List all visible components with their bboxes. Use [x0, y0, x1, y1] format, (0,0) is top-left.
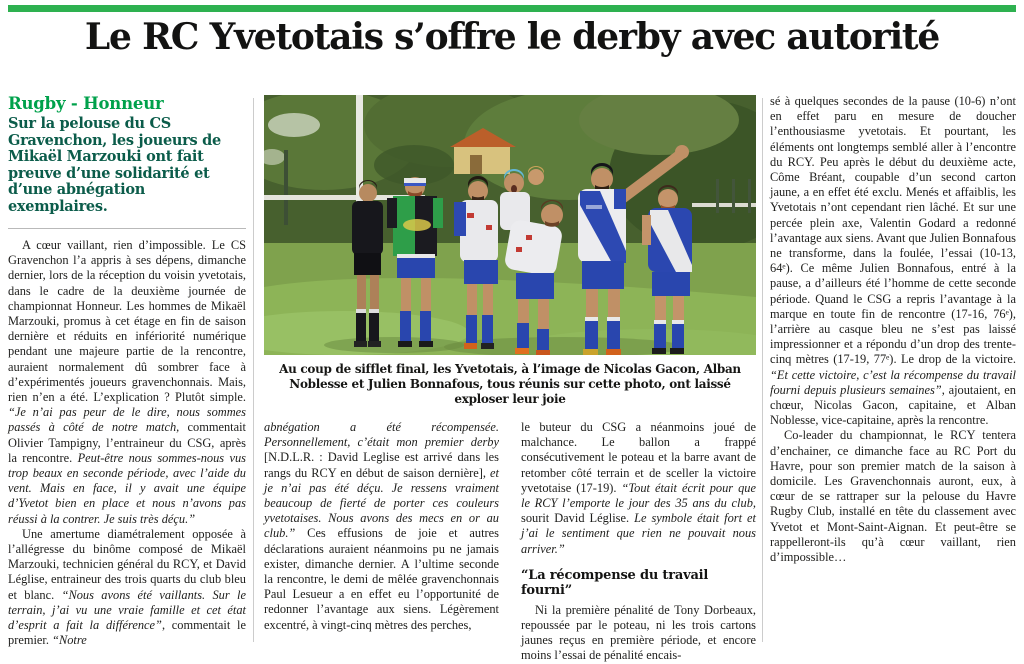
- text-segment: , ajoutaient, en chœur, Nicolas Gacon, capitaine, et Alban Noblesse, vice-capitaine, après la rencontre.: [770, 382, 1016, 428]
- text-segment: Le symbole était fort et j’ai le sentiment que rien ne pouvait nous arriver.”: [521, 511, 756, 556]
- text-segment: commentait Olivier Tampigny, l’entraineur du CSG, après la rencontre.: [8, 420, 246, 465]
- kicker: Rugby - Honneur: [8, 94, 164, 113]
- text-segment: le buteur du CSG a néanmoins joué de malchance. Le ballon a frappé consécutivement le poteau et la barre avant de retomber côté terrain et de sceller la victoire yvetotaise (17-19).: [521, 420, 756, 495]
- text-segment: “Nous avons été vaillants. Sur le terrain, j’ai vu une vraie famille et cet état d’esprit a fait la différence”: [8, 587, 246, 633]
- paragraph: [770, 94, 1016, 428]
- paragraph: [264, 420, 499, 633]
- text-segment: [N.D.L.R. : David Leglise est arrivé dans les rangs du RCY en début de saison dernière],: [264, 450, 499, 480]
- text-segment: Peut-être nous sommes-nous vus trop beaux en seconde période, avec l’aide du vent. Mais en face, il y avait une équipe d’Yvetot bien en place et nous n’avons pas réussi à la contrer. Je suis très déçu.”: [8, 450, 247, 526]
- standfirst: Sur la pelouse du CS Gravenchon, les joueurs de Mikaël Marzouki ont fait preuve d’une solidarité et d’une abnégation exemplaires.: [8, 115, 221, 215]
- text-segment: Une amertume diamétralement opposée à l’allégresse du binôme composé de Mikaël Marzouki, technicien général du RCY, et David Léglise, entraineur des trois quarts du club bleu et blanc.: [8, 526, 246, 602]
- text-segment: A cœur vaillant, rien d’impossible. Le CS Gravenchon l’a appris à ses dépens, dimanche dernier, lors de la réception du voisin yvetotais, dans le cadre de la deuxième journée de championnat Honneur. Les hommes de Mikaël Marzouki, promus à cet étage en fin de saison dernière et réduits en infériorité numérique pendant une majeure partie de la rencontre, auraient normalement dû sombrer face à d’expérimentés joueurs gravenchonnais. Mais, rien n’en a été. L’explication ? Plutôt simple.: [8, 238, 246, 405]
- text-segment: “Tout était écrit pour que le RCY l’emporte le jour des 35 ans du club,: [521, 480, 756, 511]
- text-segment: Ces effusions de joie et autres déclarations auraient néanmoins pu ne jamais exister, dimanche dernier. A l’ultime seconde la rencontre, le demi de mêlée gravenchonnais Paul Lesueur a en effet eu l’opportunité de redonner l’avantage aux siens. Légèrement excentré, à vingt-cinq mètres des perches,: [264, 526, 499, 632]
- left-column: [8, 94, 246, 648]
- col-right-paras: [770, 94, 1016, 565]
- col-center-b-top-paras: [521, 420, 756, 557]
- text-segment: sourit David Léglise.: [521, 511, 635, 526]
- col-left-paras: [8, 238, 246, 648]
- text-segment: sé à quelques secondes de la pause (10-6) n’ont en effet paru en mesure de doucher l’enthousiasme yvetotais. Et pourtant, les éléments ont longtemps semblé aller à l’encontre du RCY. Peu après le début du deuxième acte, Côme Bréant, coupable d’un second carton jaune, a en effet été exclu. Menés et affaiblis, les Yvetotais n’ont cependant rien lâché. Et sur une percée plein axe, Valentin Godard a redonné l’avantage aux siens. Avant que Julien Bonnafous ne transforme, dans la foulée, l’essai (10-13, 64ᵉ). Ce même Julien Bonnafous, entré à la pause, a d’ailleurs été l’homme de cette seconde période. Quand le CSG a repris l’avantage à la marque en toute fin de rencontre (17-16, 76ᵉ), l’arrière au casque bleu ne s’est pas laissé impressionner et a répondu d’un drop des trente-cinq mètres (17-19, 77ᵉ). Le drop de la victoire.: [770, 94, 1016, 367]
- divider-rule: [8, 228, 246, 229]
- subhead: “La récompense du travail fourni”: [521, 567, 709, 598]
- column-divider-left: [253, 98, 254, 642]
- text-segment: Ni la première pénalité de Tony Dorbeaux, repoussée par le poteau, ni les trois cartons jaunes reçus en première période, et encore moins l’essai de pénalité encais-: [521, 602, 756, 663]
- text-segment: , commentait le premier.: [8, 618, 246, 648]
- right-column: [770, 94, 1016, 565]
- column-divider-right: [762, 98, 763, 642]
- center-text-columns: [264, 420, 756, 664]
- paragraph: [8, 238, 246, 527]
- center-right-subcolumn: [521, 420, 756, 664]
- paragraph: [521, 603, 756, 664]
- col-center-a-paras: [264, 420, 499, 664]
- col-center-b-bottom-paras: [521, 603, 756, 664]
- center-column: [264, 95, 756, 664]
- article-photo: [264, 95, 756, 355]
- paragraph: [8, 527, 246, 649]
- paragraph: [521, 420, 756, 557]
- paragraph: [770, 428, 1016, 565]
- text-segment: “Et cette victoire, c’est la récompense du travail fourni depuis plusieurs semaines”: [770, 367, 1016, 397]
- text-segment: “Je n’ai pas peur de le dire, nous sommes passés à côté de notre match,: [8, 405, 246, 435]
- accent-bar: [8, 5, 1016, 12]
- photo-caption: Au coup de sifflet final, les Yvetotais, à l’image de Nicolas Gacon, Alban Noblesse et Julien Bonnafous, tous réunis sur cette photo, ont laissé exploser leur joie: [279, 362, 741, 406]
- headline: Le RC Yvetotais s’offre le derby avec autorité: [84, 16, 940, 58]
- text-segment: et je n’ai pas été déçu. Je ressens vraiment beaucoup de fierté de porter ces couleurs yvetotaises. Nous avons des mecs en or au club.”: [264, 465, 499, 541]
- text-segment: Co-leader du championnat, le RCY tentera d’enchainer, ce dimanche face au RC Port du Havre, pour son premier match de la saison à domicile. Les Gravenchonnais auront, eux, à cœur de se rattraper sur la pelouse du Havre Rugby Club, installé en tête du classement avec Yvetot et Mont-Saint-Aignan. Et peut-être se rappelleront-ils qu’à cœur vaillant, rien d’impossible…: [770, 428, 1016, 565]
- text-segment: “Notre: [52, 633, 87, 648]
- text-segment: abnégation a été récompensée. Personnellement, c’était mon premier derby: [264, 420, 499, 450]
